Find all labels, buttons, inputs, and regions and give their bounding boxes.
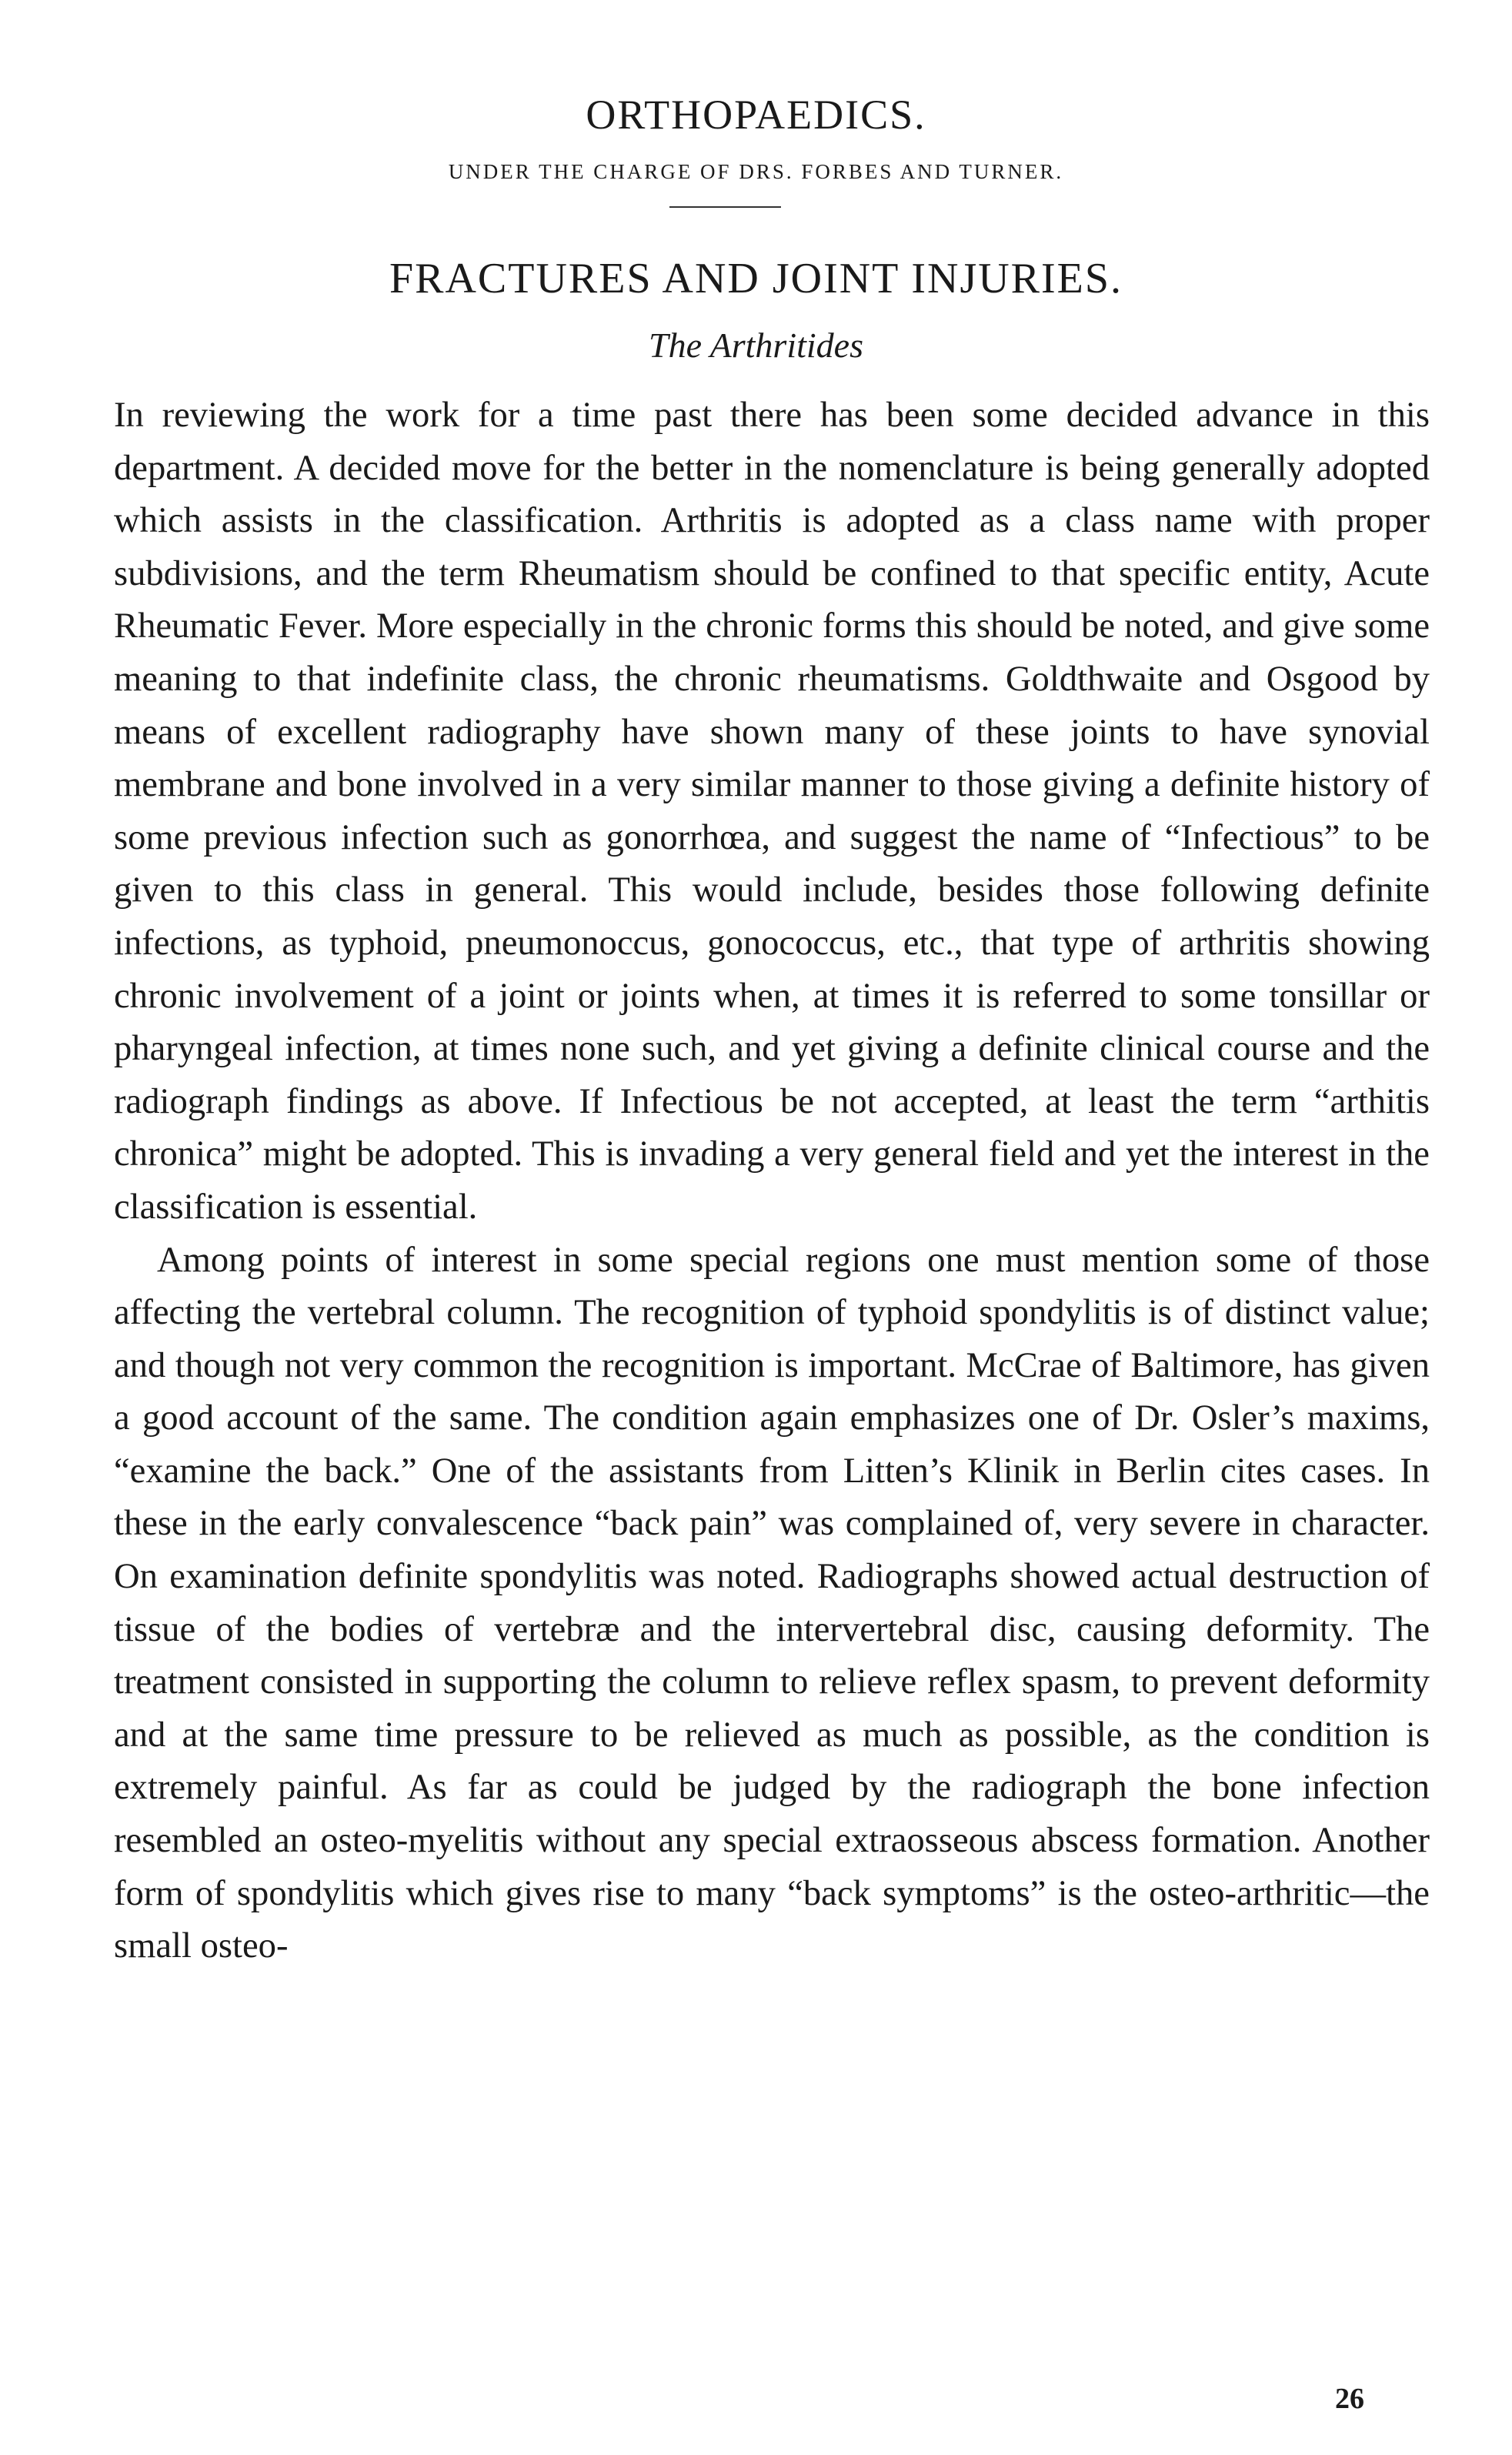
section-heading: ORTHOPAEDICS. (586, 92, 926, 138)
page-number: 26 (1335, 2383, 1364, 2415)
paragraph: Among points of interest in some special regions one must mention some of those affecting the vertebral column. The recognition of typhoid spondylitis is of distinct value; and though not very common the recognition is important. McCrae of Baltimore, has given a good account of the same. The condition again emphasizes one of Dr. Osler’s maxims, “examine the back.” One of the assistants from Litten’s Klinik in Berlin cites cases. In these in the early convalescence “back pain” was complained of, very severe in character. On examination definite spondylitis was noted. Radiographs showed actual destruction of tissue of the bodies of vertebræ and the intervertebral disc, causing deformity. The treatment consisted in supporting the column to relieve reflex spasm, to prevent deformity and at the same time pressure to be relieved as much as possible, as the condition is extremely painful. As far as could be judged by the radiograph the bone infection resembled an osteo-myelitis without any special extraosseous abscess formation. Another form of spondylitis which gives rise to many “back symptoms” is the osteo-arthritic—the small osteo- (114, 1239, 1430, 1966)
article-title: FRACTURES AND JOINT INJURIES. (389, 255, 1123, 302)
article-body (114, 389, 1430, 1972)
charge-line: UNDER THE CHARGE OF DRS. FORBES AND TURNER. (448, 160, 1064, 183)
paragraph: In reviewing the work for a time past there has been some decided advance in this department. A decided move for the better in the nomenclature is being generally adopted which assists in the classification. Arthritis is adopted as a class name with proper subdivisions, and the term Rheumatism should be confined to that specific entity, Acute Rheumatic Fever. More especially in the chronic forms this should be noted, and give some meaning to that indefinite class, the chronic rheumatisms. Goldthwaite and Osgood by means of excellent radiography have shown many of these joints to have synovial membrane and bone involved in a very similar manner to those giving a definite history of some previous infection such as gonorrhœa, and suggest the name of “Infectious” to be given to this class in general. This would include, besides those following definite infections, as typhoid, pneumonoccus, gonococcus, etc., that type of arthritis showing chronic involvement of a joint or joints when, at times it is referred to some tonsillar or pharyngeal infection, at times none such, and yet giving a definite clinical course and the radiograph findings as above. If Infectious be not accepted, at least the term “arthitis chronica” might be adopted. This is invading a very general field and yet the interest in the classification is essential. (114, 395, 1430, 1227)
divider-rule (669, 206, 781, 208)
article-subtitle: The Arthritides (648, 326, 863, 365)
